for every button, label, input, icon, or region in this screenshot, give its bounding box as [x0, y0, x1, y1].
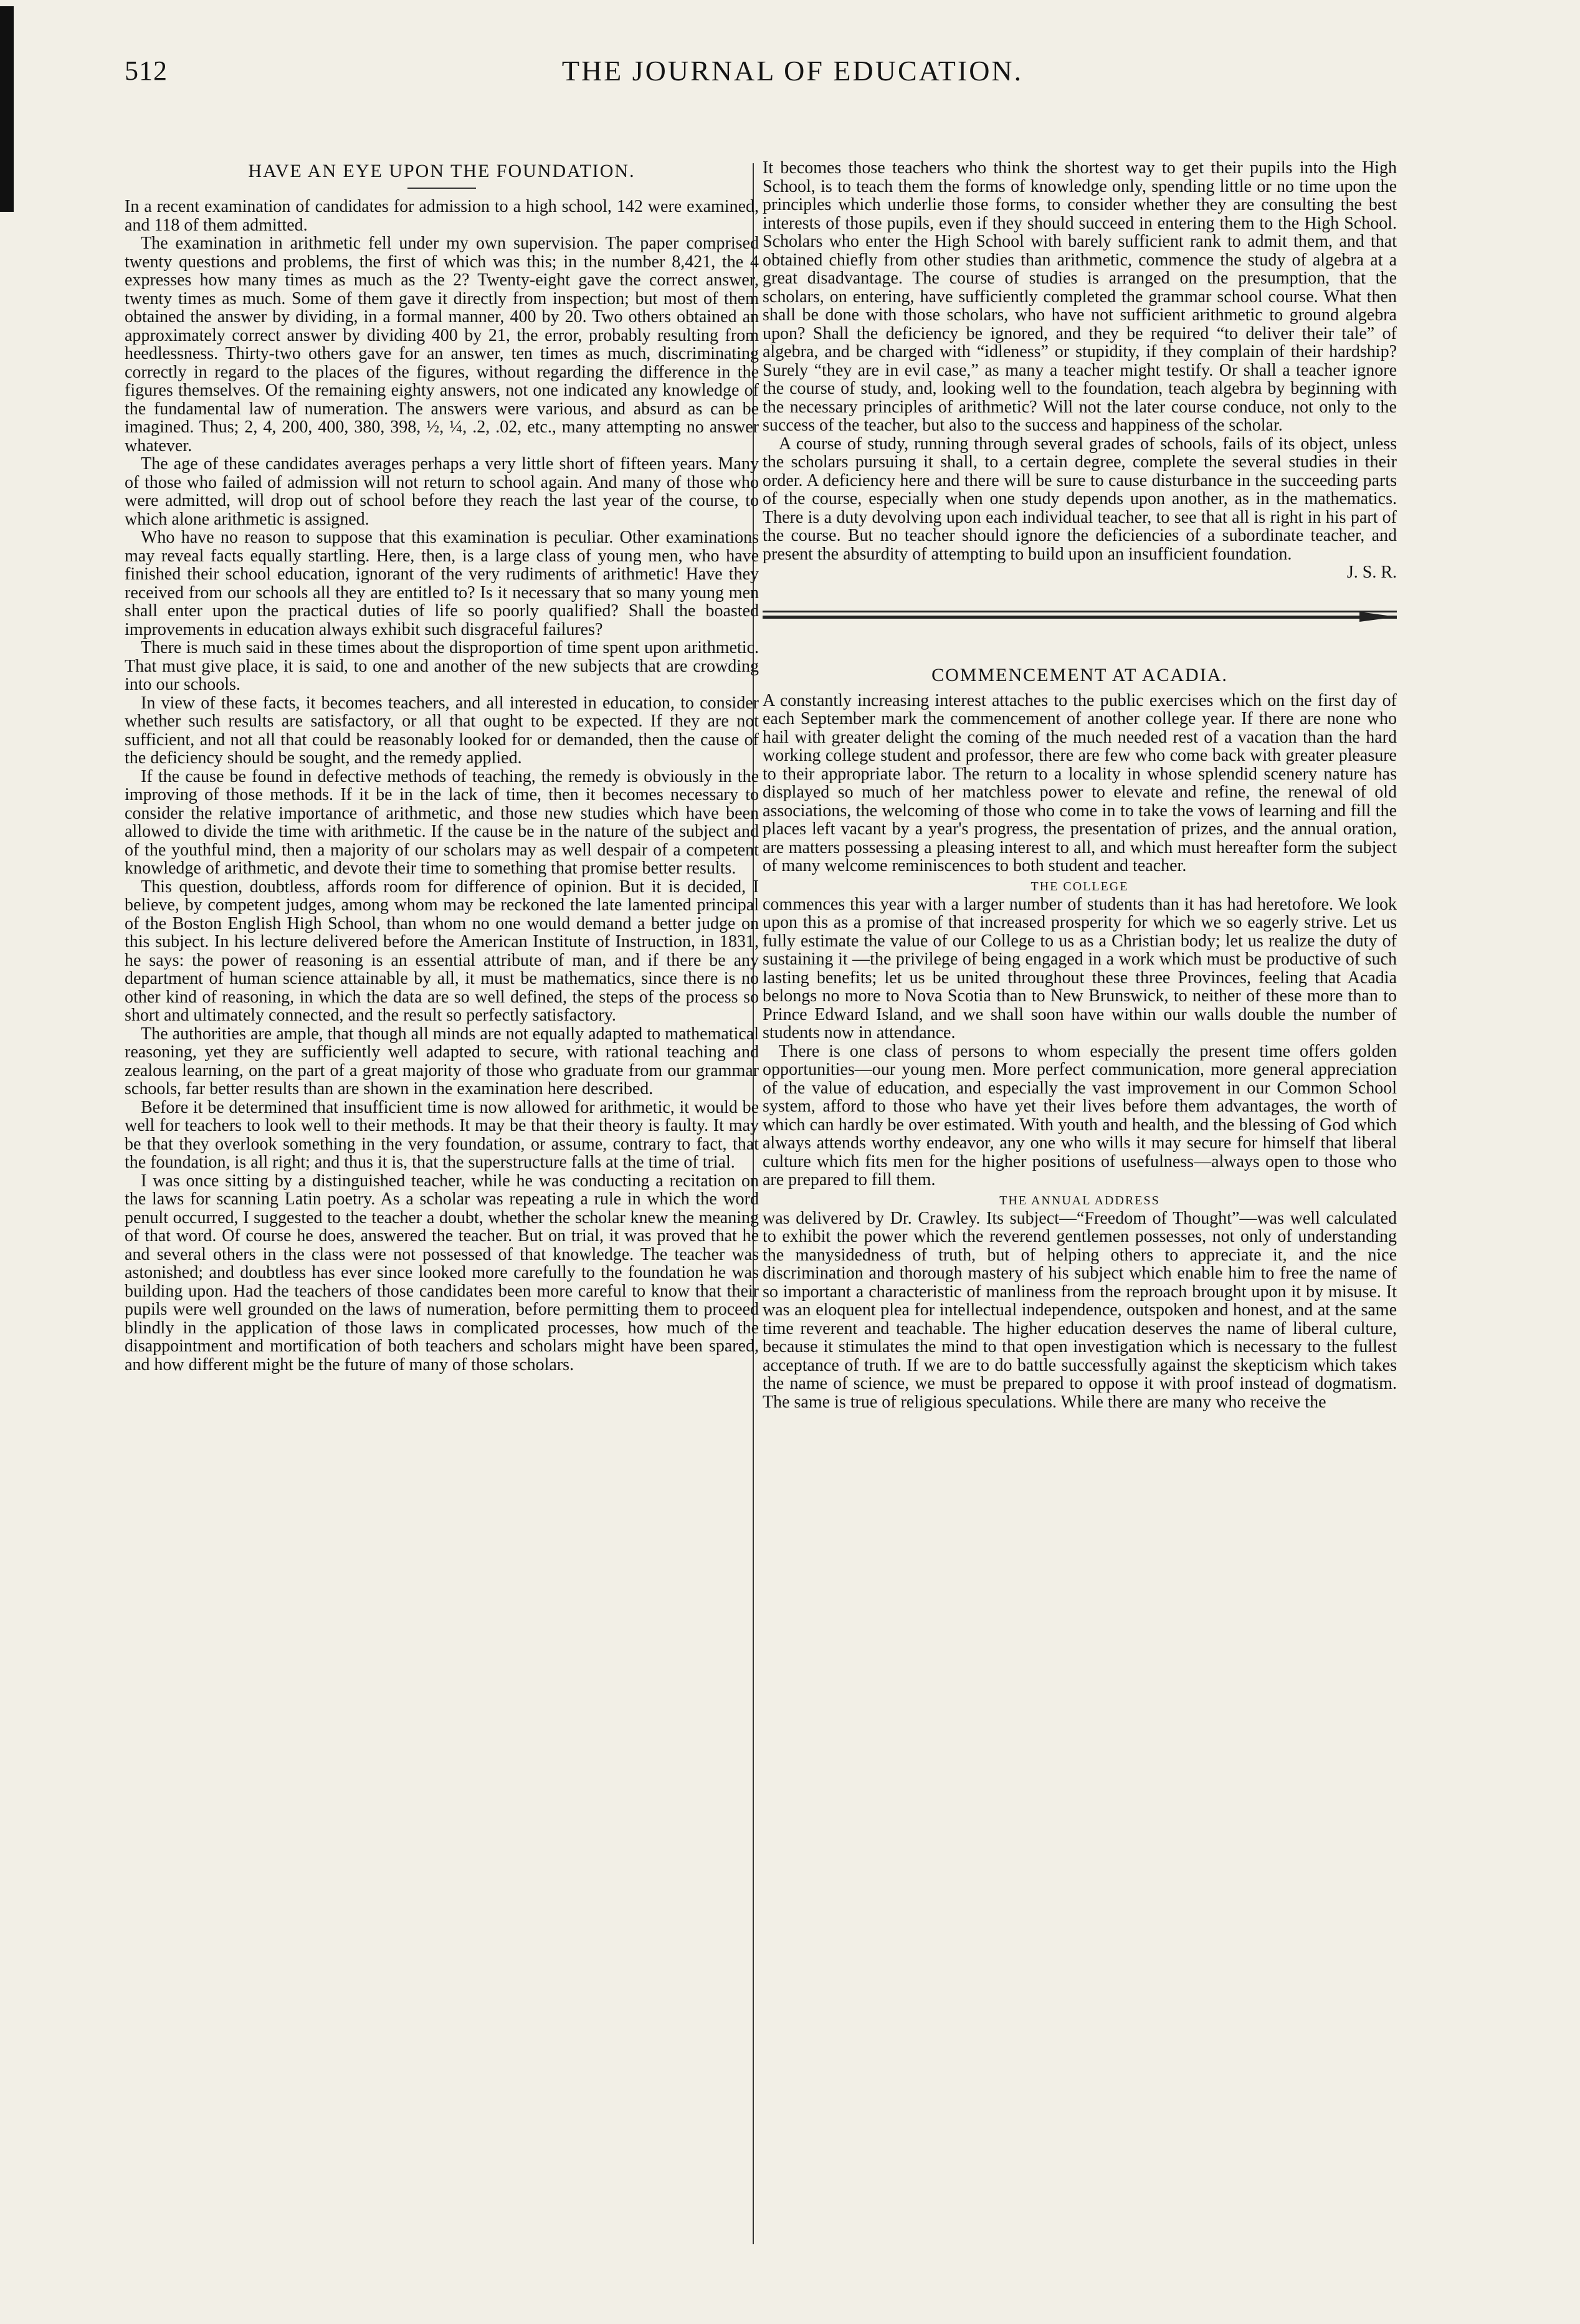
left-column [125, 159, 759, 1374]
article-paragraph: A course of study, running through several grades of schools, fails of its object, unless the scholars pursuing it shall, to a certain degree, complete the several studies in their order. A deficiency here and there will be sure to cause disturbance in the succeeding parts of the course, especially when one study depends upon another, as in the mathematics. There is a duty devolving upon each individual teacher, to see that all is right in his part of the course. But no teacher should ignore the deficiencies of a subordinate teacher, and present the absurdity of attempting to build upon an insufficient foundation. [763, 434, 1397, 564]
headline-rule [407, 188, 476, 189]
signature-line [763, 563, 1397, 582]
article-headline-acadia: COMMENCEMENT AT ACADIA. [931, 664, 1228, 685]
section-divider [763, 607, 1397, 626]
article-headline-foundation: HAVE AN EYE UPON THE FOUNDATION. [248, 161, 635, 181]
article-paragraph: In a recent examination of candidates for admission to a high school, 142 were examined, and 118 of them admitted. [125, 197, 759, 235]
article-signature: J. S. R. [1346, 563, 1397, 582]
article-paragraph: This question, doubtless, affords room for difference of opinion. But it is decided, I believe, by competent judges, among whom may be reckoned the late lamented principal of the Boston English High School, than whom no one would demand a better judge on this subject. In his lecture delivered before the American Institute of Instruction, in 1831, he says: the power of reasoning is an essential attribute of man, and if there be any department of human science attainable by all, it must be mathematics, since there is no other kind of reasoning, in which the data are so well defined, the steps of the process so short and ultimately connected, and the result so perfectly satisfactory. [125, 877, 759, 1025]
article-paragraph: The authorities are ample, that though all minds are not equally adapted to mathematical reasoning, yet they are sufficiently well adapted to secure, with rational teaching and zealous learning, on the part of a great majority of those who graduate from our grammar schools, far better results than are shown in the examination here described. [125, 1024, 759, 1098]
page-number: 512 [125, 55, 168, 86]
page-header [125, 52, 1460, 90]
article-paragraph: I was once sitting by a distinguished teacher, while he was conducting a recitation on the laws for scanning Latin poetry. As a scholar was repeating a rule in which the word penult occurred, I suggested to the teacher a doubt, whether the scholar knew the meaning of that word. Of course he does, answered the teacher. But on trial, it was proved that he and several others in the class were not possessed of that knowledge. The teacher was astonished; and doubtless has ever since looked more carefully to the foundation he was building upon. Had the teachers of those candidates been more careful to know that their pupils were well grounded on the laws of numeration, before permitting them to proceed blindly in the application of those laws in complicated processes, how much of the disappointment and mortification of both teachers and scholars might have been spared, and how different might be the future of many of those scholars. [125, 1171, 759, 1374]
journal-title: THE JOURNAL OF EDUCATION. [561, 55, 1024, 87]
article-paragraph: It becomes those teachers who think the shortest way to get their pupils into the High School, is to teach them the forms of knowledge only, spending little or no time upon the principles which underlie those forms, to consider whether they are consulting the best interests of those pupils, even if they should succeed in entering them to the High School. Scholars who enter the High School with barely sufficient rank to admit them, and that obtained chiefly from other studies than arithmetic, commence the study of algebra at a great disadvantage. The course of studies is arranged on the presumption, that the scholars, on entering, have sufficiently completed the grammar school course. What then shall be done with those scholars, who have not sufficient arithmetic to ground algebra upon? Shall the deficiency be ignored, and they be required “to deliver their tale” of algebra, and be charged with “idleness” or stupidity, if they complain of their hardship? Surely “they are in evil case,” as many a teacher might testify. Or shall a teacher ignore the course of study, and, looking well to the foundation, teach algebra by beginning with the necessary principles of arithmetic? Will not the later course conduce, not only to the success of the teacher, but also to the success and happiness of the scholar. [763, 158, 1397, 435]
article-paragraph: There is much said in these times about the disproportion of time spent upon arithmetic. That must give place, it is said, to one and another of the new subjects that are crowding into our schools. [125, 638, 759, 694]
article-paragraph: Before it be determined that insufficient time is now allowed for arithmetic, it would be well for teachers to look well to their methods. It may be that their theory is faulty. It may be that they overlook something in the very foundation, or assume, contrary to fact, that the foundation, is all right; and thus it is, that the superstructure falls at the time of trial. [125, 1097, 759, 1172]
article-paragraph: If the cause be found in defective methods of teaching, the remedy is obviously in the improving of those methods. If it be in the lack of time, then it becomes necessary to consider the relative importance of arithmetic, and those new studies which have been allowed to divide the time with arithmetic. If the cause be in the nature of the subject and of the youthful mind, then a majority of our scholars may as well despair of a competent knowledge of arithmetic, and devote their time to something that promise better results. [125, 766, 759, 878]
subhead-college: THE COLLEGE [1030, 879, 1129, 893]
article-paragraph: was delivered by Dr. Crawley. Its subject—“Freedom of Thought”—was well calculated to exhibit the power which the reverend gentlemen possesses, not only of understanding the manysidedness of truth, but of helping others to appreciate it, and the nice discrimination and thorough mastery of his subject which enable him to free the name of so important a characteristic of manliness from the reproach brought upon it by misuse. It was an eloquent plea for intellectual independence, outspoken and honest, and at the same time reverent and teachable. The higher education deserves the name of liberal culture, because it stimulates the mind to that open investigation which is necessary to the fullest acceptance of truth. If we are to do battle successfully against the skepticism which takes the name of science, we must be prepared to oppose it with proof instead of dogmatism. The same is true of religious speculations. While there are many who receive the [763, 1208, 1397, 1412]
right-column [763, 159, 1397, 1411]
article-paragraph: The age of these candidates averages perhaps a very little short of fifteen years. Many of those who failed of admission will not return to school again. And many of those who were admitted, will drop out of school before they reach the last year of the course, to which alone arithmetic is assigned. [125, 454, 759, 529]
article-paragraph: In view of these facts, it becomes teachers, and all interested in education, to consider whether such results are satisfactory, or all that ought to be expected. If they are not sufficient, and not all that could be reasonably looked for or demanded, then the cause of the deficiency should be sought, and the remedy applied. [125, 693, 759, 768]
article-paragraph: There is one class of persons to whom especially the present time offers golden opportunities—our young men. More perfect communication, more general appreciation of the value of education, and especially the vast improvement in our Common School system, afford to those who have yet their lives before them advantages, the worth of which can hardly be over estimated. With youth and health, and the blessing of God which always attends worthy endeavor, any one who wills it may secure for himself that liberal culture which fits men for the higher positions of usefulness—always open to those who are prepared to fill them. [763, 1041, 1397, 1189]
article-paragraph: commences this year with a larger number of students than it has had heretofore. We look upon this as a promise of that increased prosperity for which we so eagerly strive. Let us fully estimate the value of our College to us as a Christian body; let us realize the duty of sustaining it —the privilege of being engaged in a work which must be productive of such lasting benefits; let us be united throughout these three Provinces, feeling that Acadia belongs no more to Nova Scotia than to New Brunswick, to neither of these more than to Prince Edward Island, and we shall soon have within our walls double the number of students now in attendance. [763, 894, 1397, 1042]
article-paragraph: A constantly increasing interest attaches to the public exercises which on the first day of each September mark the commencement of another college year. If there are none who hail with greater delight the coming of the much needed rest of a vacation than the hard working college student and professor, there are few who come back with greater pleasure to their appropriate labor. The return to a locality in whose splendid scenery nature has displayed so much of her matchless power to elevate and refine, the renewal of old associations, the welcoming of those who come in to take the vows of learning and fill the places left vacant by a year's progress, the presentation of prizes, and the annual oration, are matters possessing a pleasing interest to all, and which must hereafter form the subject of many welcome reminiscences to both student and teacher. [763, 690, 1397, 875]
subhead-annual-address: THE ANNUAL ADDRESS [999, 1193, 1160, 1207]
binding-edge [0, 6, 14, 212]
article-paragraph: The examination in arithmetic fell under my own supervision. The paper comprised twenty questions and problems, the first of which was this; in the number 8,421, the 4 expresses how many times as much as the 2? Twenty-eight gave the correct answer, twenty times as much. Some of them gave it directly from inspection; but most of them obtained the answer by dividing, in a formal manner, 400 by 20. Two others obtained an approximately correct answer by dividing 400 by 21, the error, probably resulting from heedlessness. Thirty-two others gave for an answer, ten times as much, discriminating correctly in regard to the places of the figures, without regarding the difference in the figures themselves. Of the remaining eighty answers, not one indicated any knowledge of the fundamental law of numeration. The answers were various, and absurd as can be imagined. Thus; 2, 4, 200, 400, 380, 398, ½, ¼, .2, .02, etc., many attempting no answer whatever. [125, 234, 759, 455]
article-paragraph: Who have no reason to suppose that this examination is peculiar. Other examinations may reveal facts equally startling. Here, then, is a large class of young men, who have finished their school education, ignorant of the very rudiments of arithmetic! Have they received from our schools all they are entitled to? Is it necessary that so many young men shall enter upon the practical duties of life so poorly qualified? Shall the boasted improvements in education always exhibit such disgraceful failures? [125, 528, 759, 639]
